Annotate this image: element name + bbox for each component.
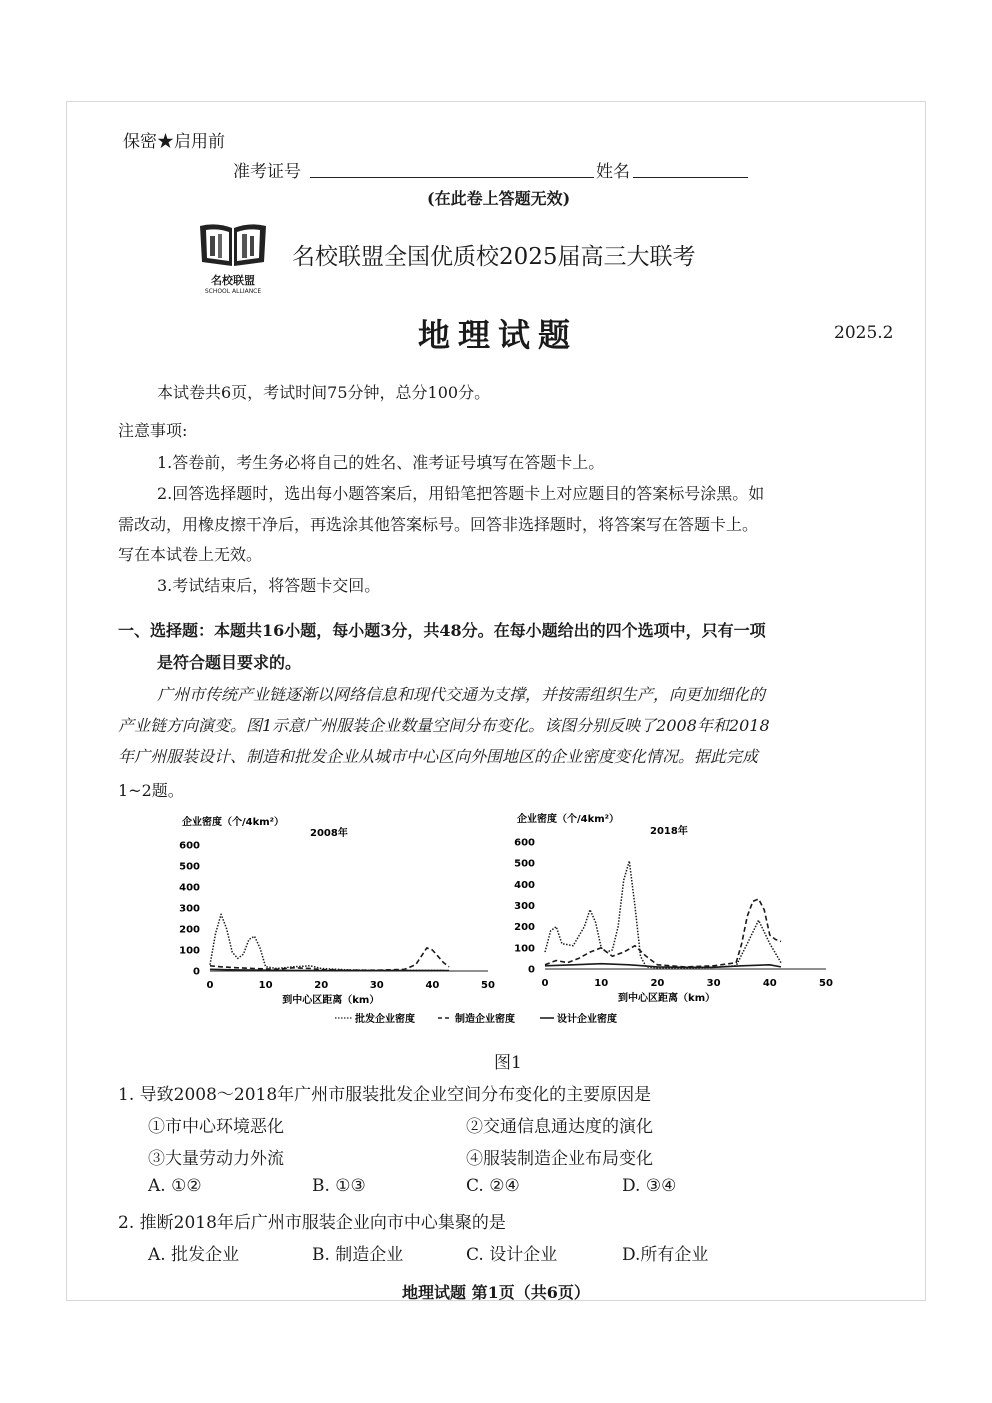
chart-xtick-label: 30 [369, 980, 384, 991]
school-alliance-logo [196, 222, 270, 295]
chart-xtick-label: 0 [541, 978, 549, 989]
book-icon [196, 222, 270, 266]
chart-xtick-label: 30 [706, 978, 721, 989]
answer-invalid-note: (在此卷上答题无效) [427, 189, 571, 208]
passage-line-2: 产业链方向演变。图1示意广州服装企业数量空间分布变化。该图分别反映了2008年和2018 [118, 716, 770, 735]
question-1-stem: 1. 导致2008～2018年广州市服装批发企业空间分布变化的主要原因是 [118, 1085, 652, 1105]
note-item-2-cont: 需改动，用橡皮擦干净后，再选涂其他答案标号。回答非选择题时，将答案写在答题卡上。 [118, 515, 759, 534]
logo-en-text: SCHOOL ALLIANCE [204, 288, 262, 295]
chart-xtick-label: 50 [819, 978, 833, 989]
chart-xtick-label: 20 [650, 978, 665, 989]
chart-xtick-label: 10 [258, 980, 273, 991]
chart-title: 2008年 [310, 828, 348, 839]
question-2-option-c[interactable]: C. 设计企业 [466, 1245, 558, 1265]
chart-ylabel: 企业密度（个/4km²） [182, 817, 285, 828]
figure-caption: 图1 [494, 1053, 522, 1073]
name-label: 姓名 [596, 162, 630, 182]
exam-title: 名校联盟全国优质校2025届高三大联考 [292, 244, 696, 270]
logo-cn-text: 名校联盟 [211, 274, 255, 287]
exam-id-blank [310, 177, 594, 178]
chart-xtick-label: 40 [425, 980, 440, 991]
note-item-3: 3.考试结束后，将答题卡交回。 [157, 576, 381, 595]
section-heading-cont: 是符合题目要求的。 [157, 653, 302, 672]
passage-line-4: 1~2题。 [118, 781, 184, 800]
figure-1-charts [170, 808, 850, 1033]
section-heading: 一、选择题：本题共16小题，每小题3分，共48分。在每小题给出的四个选项中，只有一项 [118, 621, 766, 640]
chart-ytick-label: 100 [514, 943, 535, 955]
question-1-item-3: ③大量劳动力外流 [148, 1149, 284, 1169]
chart-ytick-label: 100 [179, 945, 200, 957]
passage-line-3: 年广州服装设计、制造和批发企业从城市中心区向外围地区的企业密度变化情况。据此完成 [118, 747, 759, 766]
exam-date: 2025.2 [834, 323, 894, 343]
legend-wholesale-label: 批发企业密度 [355, 1014, 415, 1025]
chart-xtick-label: 0 [206, 980, 214, 991]
chart-ytick-label: 600 [179, 840, 200, 852]
chart-ytick-label: 200 [179, 924, 200, 936]
question-2-option-b[interactable]: B. 制造企业 [312, 1245, 404, 1265]
chart-ytick-label: 300 [514, 901, 535, 912]
chart-2018 [514, 812, 833, 1004]
question-1-option-d[interactable]: D. ③④ [622, 1176, 677, 1196]
note-item-2: 2.回答选择题时，选出每小题答案后，用铅笔把答题卡上对应题目的答案标号涂黑。如 [157, 484, 765, 503]
chart-ytick-label: 600 [514, 837, 535, 849]
legend-design-label: 设计企业密度 [557, 1014, 617, 1025]
notes-heading: 注意事项: [118, 421, 188, 440]
question-1-option-a[interactable]: A. ①② [148, 1176, 202, 1196]
chart-legend [335, 1012, 617, 1025]
question-1-item-2: ②交通信息通达度的演化 [466, 1117, 653, 1137]
chart-series-dotted-line [210, 914, 444, 970]
question-2-stem: 2. 推断2018年后广州市服装企业向市中心集聚的是 [118, 1213, 506, 1233]
chart-xtick-label: 50 [481, 980, 495, 991]
chart-series-dotted-line [545, 861, 781, 968]
chart-ytick-label: 300 [179, 903, 200, 915]
name-blank [633, 177, 748, 178]
question-1-option-b[interactable]: B. ①③ [312, 1176, 366, 1196]
chart-ytick-label: 0 [193, 966, 200, 978]
chart-ytick-label: 400 [179, 882, 200, 894]
chart-xtick-label: 10 [594, 978, 609, 989]
chart-series-dashed-line [210, 948, 449, 970]
chart-ytick-label: 500 [179, 861, 200, 873]
chart-xlabel: 到中心区距离（km） [282, 995, 380, 1006]
note-item-1: 1.答卷前，考生务必将自己的姓名、准考证号填写在答题卡上。 [157, 453, 605, 472]
exam-id-label: 准考证号 [233, 162, 301, 182]
note-item-2-end: 写在本试卷上无效。 [118, 545, 263, 564]
passage-line-1: 广州市传统产业链逐渐以网络信息和现代交通为支撑，并按需组织生产，向更加细化的 [157, 685, 766, 704]
subject-title: 地理试题 [418, 316, 579, 354]
chart-xtick-label: 20 [314, 980, 329, 991]
chart-ytick-label: 400 [514, 879, 535, 891]
question-1-option-c[interactable]: C. ②④ [466, 1176, 520, 1196]
chart-ylabel: 企业密度（个/4km²） [517, 814, 620, 825]
question-1-item-4: ④服装制造企业布局变化 [466, 1149, 653, 1169]
legend-manufacture-label: 制造企业密度 [455, 1014, 515, 1025]
page-footer: 地理试题 第1页（共6页） [402, 1283, 590, 1302]
question-2-option-d[interactable]: D.所有企业 [622, 1245, 709, 1265]
chart-series-solid-line [545, 964, 781, 968]
chart-ytick-label: 200 [514, 922, 535, 934]
exam-intro: 本试卷共6页，考试时间75分钟，总分100分。 [157, 383, 491, 402]
chart-xlabel: 到中心区距离（km） [618, 993, 716, 1004]
question-2-option-a[interactable]: A. 批发企业 [148, 1245, 240, 1265]
chart-2008 [179, 815, 495, 1006]
chart-title: 2018年 [650, 826, 688, 837]
chart-ytick-label: 0 [528, 964, 535, 976]
chart-xtick-label: 40 [762, 978, 777, 989]
confidential-label: 保密★启用前 [123, 132, 225, 152]
chart-ytick-label: 500 [514, 858, 535, 870]
question-1-item-1: ①市中心环境恶化 [148, 1117, 284, 1137]
